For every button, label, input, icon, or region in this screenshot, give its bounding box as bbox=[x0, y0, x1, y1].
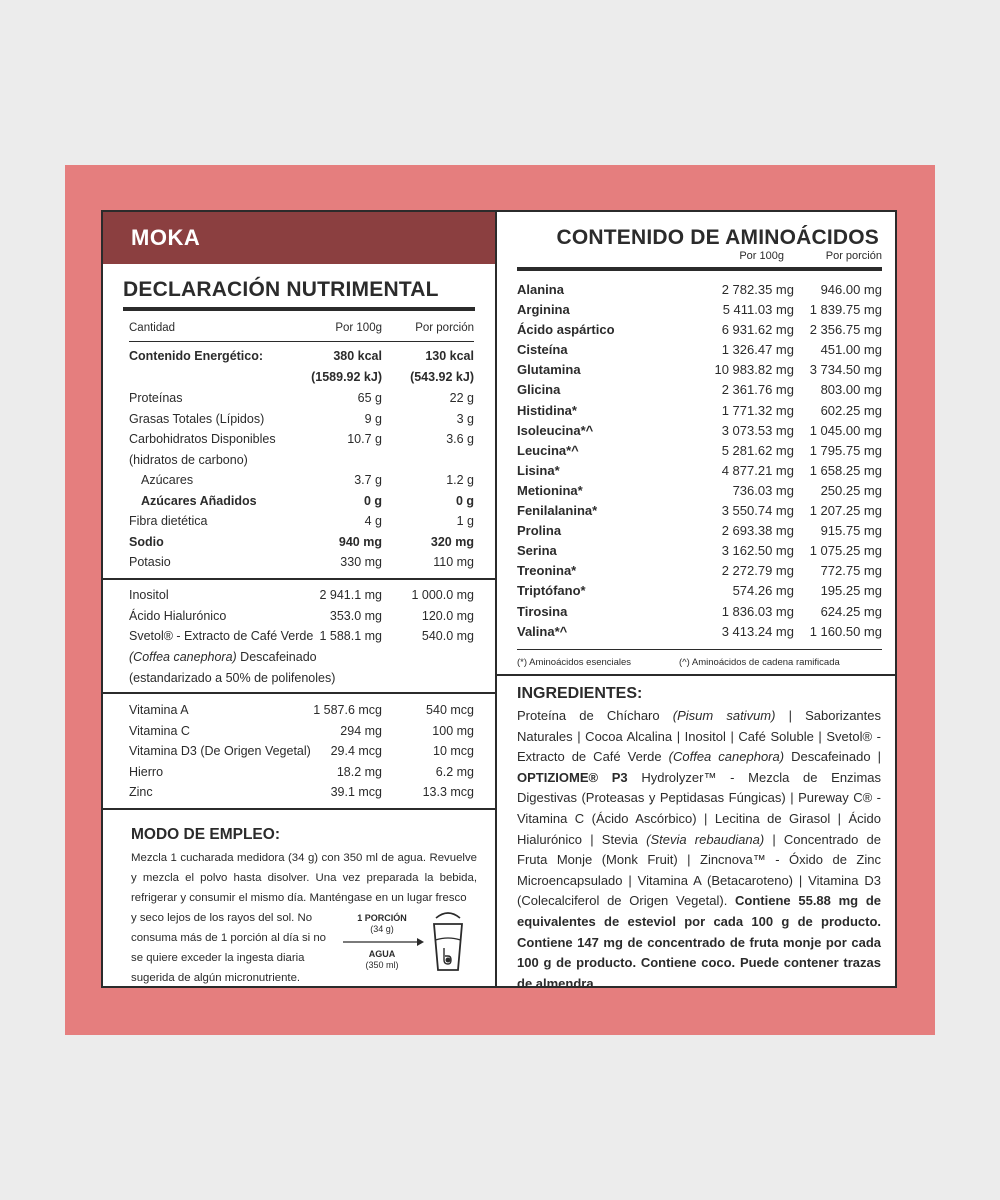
row-value-per-serving: 3 734.50 mg bbox=[809, 362, 882, 378]
table-row bbox=[517, 622, 882, 642]
row-value-per-serving: 0 g bbox=[455, 493, 474, 508]
row-label: Ácido Hialurónico bbox=[129, 608, 227, 623]
section-divider-right bbox=[497, 674, 895, 676]
row-label: Vitamina D3 (De Origen Vegetal) bbox=[129, 744, 311, 758]
table-row bbox=[129, 511, 474, 532]
table-row bbox=[517, 360, 882, 380]
row-value-per100: 5 411.03 mg bbox=[722, 302, 794, 318]
row-value-per100: 39.1 mcg bbox=[330, 785, 382, 799]
row-value-per100: 6 931.62 mg bbox=[721, 322, 794, 338]
table-row bbox=[517, 602, 882, 622]
row-label: Leucina*^ bbox=[517, 442, 579, 458]
amino-title-rule bbox=[517, 267, 882, 271]
row-value-per-serving: 1 045.00 mg bbox=[809, 422, 882, 438]
legend-rule bbox=[517, 649, 882, 650]
row-value-per100: 1 771.32 mg bbox=[721, 402, 794, 418]
row-value-per100: 294 mg bbox=[340, 723, 382, 738]
row-label: Cisteína bbox=[517, 342, 568, 358]
table-row bbox=[517, 340, 882, 360]
energy-row: Contenido Energético: 380 kcal 130 kcal bbox=[129, 349, 474, 363]
row-label: Valina*^ bbox=[517, 623, 568, 639]
row-value-per-serving: 1 075.25 mg bbox=[809, 543, 882, 559]
row-value-per100: 2 693.38 mg bbox=[721, 523, 794, 539]
row-value-per100: 29.4 mcg bbox=[330, 744, 382, 758]
row-value-per-serving: 120.0 mg bbox=[421, 608, 474, 623]
row-value-per100: 3.7 g bbox=[354, 473, 382, 487]
row-label: Metionina* bbox=[517, 482, 583, 498]
nutrition-column bbox=[103, 212, 497, 986]
ingredients-text: Proteína de Chícharo (Pisum sativum) | Saborizantes Naturales | Cocoa Alcalina | Inositol | Café Soluble | Svetol® - Extracto de Café Verde (Coffea canephora) Descafeinado | OPTIZIOME® P3 Hydrolyzer™ - Mezcla de Enzimas Digestivas (Proteasas y Peptidasas Fúngicas) | Pureway C® - Vitamina C (Ácido Ascórbico) | Lecitina de Girasol | Ácido Hialurónico | Stevia (Stevia rebaudiana) | Concentrado de Fruta Monje (Monk Fruit) | Zincnova™ - Óxido de Zinc Microencapsulado | Vitamina A (Betacaroteno) | Vitamina D3 (Colecalciferol de Origen Vegetal). Contiene 55.88 mg de equivalentes de esteviol por cada 100 g de producto. Contiene 147 mg de concentrado de fruta monje por cada 100 g de producto. Contiene coco. Puede contener trazas de almendra. bbox=[517, 708, 882, 991]
serving-diagram: 1 PORCIÓN (34 g) AGUA (350 ml) bbox=[339, 913, 425, 971]
table-row bbox=[129, 470, 474, 491]
row-value-per100: 574.26 mg bbox=[732, 583, 794, 599]
row-value-per-serving: 110 mg bbox=[433, 555, 474, 569]
energy-kj-row: (1589.92 kJ) (543.92 kJ) bbox=[311, 369, 474, 384]
row-label: Proteínas bbox=[129, 391, 183, 405]
row-value-per-serving: 602.25 mg bbox=[820, 402, 882, 418]
row-label: Glicina bbox=[517, 382, 561, 398]
row-value-per-serving: 772.75 mg bbox=[820, 563, 882, 579]
row-label: Fibra dietética bbox=[129, 514, 208, 528]
row-label: Inositol bbox=[129, 588, 169, 602]
vitamin-rows bbox=[129, 700, 474, 803]
modo-text: Mezcla 1 cucharada medidora (34 g) con 350 ml de agua. Revuelve y mezcla el polvo hasta disolver. Una vez preparada la bebida, refrigerar y consumir el mismo día. Manténgase en un lugar fresco bbox=[131, 852, 477, 904]
row-value-per-serving: 803.00 mg bbox=[820, 382, 882, 398]
row-label: Alanina bbox=[517, 282, 564, 297]
row-label: Vitamina C bbox=[129, 723, 190, 738]
row-value-per100: 4 g bbox=[364, 514, 382, 528]
row-value-per100: 5 281.62 mg bbox=[721, 442, 794, 458]
table-row bbox=[129, 741, 474, 762]
row-label: Prolina bbox=[517, 523, 562, 539]
row-value-per-serving: 6.2 mg bbox=[435, 764, 474, 779]
row-value-per-serving: 2 356.75 mg bbox=[809, 322, 882, 338]
row-value-per100: 65 g bbox=[357, 391, 382, 405]
row-value-per-serving: 1 658.25 mg bbox=[809, 462, 882, 478]
section-divider-1 bbox=[103, 578, 495, 580]
table-row bbox=[129, 491, 474, 512]
row-value-per100: 330 mg bbox=[340, 555, 382, 569]
row-label: Lisina* bbox=[517, 462, 560, 478]
row-label: Azúcares bbox=[141, 473, 194, 487]
row-label: Zinc bbox=[129, 785, 153, 799]
table-row bbox=[129, 626, 474, 647]
table-row bbox=[517, 561, 882, 581]
row-value-per-serving: 1 795.75 mg bbox=[809, 442, 882, 458]
row-value-per-serving: 540.0 mg bbox=[421, 629, 474, 643]
row-label: Triptófano* bbox=[517, 583, 586, 599]
table-row bbox=[129, 450, 474, 471]
row-label: Arginina bbox=[517, 302, 570, 318]
table-row bbox=[517, 481, 882, 501]
amino-column: CONTENIDO DE AMINOÁCIDOS Por 100g Por porción Alanina 2 782.35 mg 946.00 mg Arginina 5 411.03 mg 1 839.75 mg Ácido aspártico 6 931.62 mg 2 356.75 mg Cisteína 1 326.47 mg 451.00 mg Glutamina 10 983.82 mg 3 734.50 mg Glicina 2 361.76 mg 803.00 mg Histidina* 1 771.32 mg 602.25 mg Isoleucina*^ 3 073.53 mg 1 045.00 mg Leucina*^ 5 281.62 mg 1 795.75 mg Lisina* 4 877.21 mg 1 658.25 mg Metionina* 736.03 mg 250.25 mg Fenilalanina* 3 550.74 mg 1 207.25 mg Prolina 2 693.38 mg 915.75 mg Serina 3 162.50 mg 1 075.25 mg Treonina* 2 272.79 mg 772.75 mg Triptófano* 574.26 mg 195.25 mg Tirosina 1 836.03 mg 624.25 mg Valina*^ 3 413.24 mg 1 160.50 mg (*) Aminoácidos esenciales (^) Aminoácidos de cadena ramificada INGREDIENTES: Proteína de Chícharo (Pisum sativum) | Saborizantes Naturales | Cocoa Alcalina | Inositol | Café Soluble | Svetol® - Extracto de Café Verde (Coffea canephora) Descafeinado | OPTIZIOME® P3 Hydrolyzer™ - Mezcla de Enzimas Digestivas (Proteasas y Peptidasas Fúngicas) | Pureway C® - Vitamina C (Ácido Ascórbico) | Lecitina de Girasol | Ácido Hialurónico | Stevia (Stevia rebaudiana) | Concentrado de Fruta Monje (Monk Fruit) | Zincnova™ - Óxido de Zinc Microencapsulado | Vitamina A (Betacaroteno) | Vitamina D3 (Colecalciferol de Origen Vegetal). Contiene 55.88 mg de equivalentes de esteviol por cada 100 g de producto. Contiene 147 mg de concentrado de fruta monje por cada 100 g de producto. Contiene coco. Puede contener trazas de almendra. bbox=[497, 212, 895, 986]
row-value-per100: 10 983.82 mg bbox=[714, 362, 794, 378]
amino-title: CONTENIDO DE AMINOÁCIDOS bbox=[556, 226, 879, 249]
energy-block bbox=[129, 346, 474, 387]
row-label: Vitamina A bbox=[129, 703, 189, 717]
row-value-per-serving: 22 g bbox=[449, 391, 474, 405]
nutrition-header-row: Cantidad Por 100g Por porción bbox=[129, 322, 474, 334]
shaker-glass-icon bbox=[428, 910, 468, 972]
row-value-per-serving: 1 g bbox=[456, 514, 474, 528]
row-value-per-serving: 320 mg bbox=[430, 534, 474, 549]
row-value-per-serving: 195.25 mg bbox=[820, 583, 882, 599]
row-value-per-serving: 10 mcg bbox=[433, 744, 474, 758]
row-label: Glutamina bbox=[517, 362, 581, 378]
row-value-per-serving: 250.25 mg bbox=[820, 482, 882, 498]
table-row bbox=[129, 532, 474, 553]
row-value-per100: 1 326.47 mg bbox=[721, 342, 794, 358]
table-row bbox=[517, 541, 882, 561]
row-value-per-serving: 3.6 g bbox=[446, 432, 474, 446]
section-divider-3 bbox=[103, 808, 495, 810]
ingredients-title: INGREDIENTES: bbox=[517, 685, 643, 702]
table-row bbox=[129, 429, 474, 450]
row-label: Ácido aspártico bbox=[517, 322, 615, 338]
row-value-per100: 736.03 mg bbox=[732, 482, 794, 498]
row-label: Tirosina bbox=[517, 603, 568, 619]
header-rule bbox=[129, 341, 474, 342]
table-row bbox=[129, 700, 474, 721]
table-row bbox=[517, 300, 882, 320]
table-row bbox=[517, 441, 882, 461]
row-value-per100: 2 941.1 mg bbox=[319, 588, 382, 602]
row-label: Carbohidratos Disponibles bbox=[129, 432, 276, 446]
svetol-note: (Coffea canephora) Descafeinado (estandarizado a 50% de polifenoles) bbox=[129, 650, 336, 685]
table-row bbox=[129, 388, 474, 409]
row-value-per100: 9 g bbox=[364, 411, 382, 426]
modo-text-continued: y seco lejos de los rayos del sol. No consuma más de 1 porción al día si no se quiere exceder la ingesta diaria sugerida de algún micronutriente. bbox=[131, 912, 327, 984]
label-panel bbox=[101, 210, 897, 991]
row-value-per-serving: 1 207.25 mg bbox=[809, 503, 882, 519]
table-row bbox=[129, 409, 474, 430]
row-value-per-serving: 915.75 mg bbox=[820, 523, 882, 539]
row-value-per-serving: 624.25 mg bbox=[820, 603, 882, 619]
row-label: (hidratos de carbono) bbox=[129, 452, 248, 467]
table-row bbox=[517, 401, 882, 421]
nutrition-title: DECLARACIÓN NUTRIMENTAL bbox=[123, 278, 439, 301]
row-label: Histidina* bbox=[517, 402, 577, 418]
row-label: Treonina* bbox=[517, 563, 577, 579]
row-value-per100: 18.2 mg bbox=[336, 764, 382, 779]
row-value-per-serving: 540 mcg bbox=[426, 703, 474, 717]
table-row bbox=[517, 280, 882, 300]
row-value-per-serving: 1 839.75 mg bbox=[809, 302, 882, 318]
row-value-per100: 1 588.1 mg bbox=[319, 629, 382, 643]
row-label: Sodio bbox=[129, 534, 164, 549]
row-value-per100: 2 782.35 mg bbox=[721, 282, 794, 297]
section-divider-2 bbox=[103, 692, 495, 694]
table-row bbox=[129, 762, 474, 783]
row-label: Isoleucina*^ bbox=[517, 422, 594, 438]
row-value-per-serving: 1 000.0 mg bbox=[411, 588, 474, 602]
amino-header-row: Por 100g Por porción bbox=[739, 250, 882, 262]
row-value-per-serving: 13.3 mcg bbox=[422, 785, 474, 799]
row-label: Grasas Totales (Lípidos) bbox=[129, 411, 265, 426]
table-row bbox=[129, 585, 474, 606]
row-value-per100: 940 mg bbox=[338, 534, 382, 549]
row-label: Hierro bbox=[129, 764, 164, 779]
table-row bbox=[517, 320, 882, 340]
row-value-per100: 3 073.53 mg bbox=[721, 422, 794, 438]
nutrition-table bbox=[129, 318, 474, 339]
table-row bbox=[517, 461, 882, 481]
row-label: Serina bbox=[517, 543, 557, 559]
flavor-header: MOKA bbox=[103, 212, 495, 264]
table-row bbox=[517, 521, 882, 541]
row-value-per100: 2 361.76 mg bbox=[721, 382, 794, 398]
row-value-per-serving: 1.2 g bbox=[446, 473, 474, 487]
table-row bbox=[517, 380, 882, 400]
title-rule bbox=[123, 307, 475, 311]
row-value-per-serving: 946.00 mg bbox=[820, 282, 882, 297]
row-value-per-serving: 100 mg bbox=[432, 723, 474, 738]
table-row bbox=[129, 782, 474, 803]
row-value-per100: 2 272.79 mg bbox=[721, 563, 794, 579]
row-value-per100: 10.7 g bbox=[347, 432, 382, 446]
modo-title: MODO DE EMPLEO: bbox=[131, 826, 280, 843]
table-row bbox=[517, 581, 882, 601]
row-value-per-serving: 3 g bbox=[456, 411, 474, 426]
row-value-per100: 3 550.74 mg bbox=[721, 503, 794, 519]
row-label: Azúcares Añadidos bbox=[141, 493, 257, 508]
table-row bbox=[517, 501, 882, 521]
row-value-per100: 3 413.24 mg bbox=[721, 623, 794, 639]
row-value-per100: 1 836.03 mg bbox=[721, 603, 794, 619]
row-value-per100: 353.0 mg bbox=[329, 608, 382, 623]
row-label: Fenilalanina* bbox=[517, 503, 598, 519]
row-value-per-serving: 451.00 mg bbox=[820, 342, 882, 358]
table-row bbox=[517, 421, 882, 441]
table-row bbox=[129, 552, 474, 573]
extras-rows bbox=[129, 585, 474, 647]
arrow-icon bbox=[339, 935, 425, 949]
nutrient-rows bbox=[129, 388, 474, 573]
row-value-per100: 4 877.21 mg bbox=[721, 462, 794, 478]
table-row bbox=[129, 606, 474, 627]
row-value-per100: 3 162.50 mg bbox=[721, 543, 794, 559]
table-row bbox=[129, 721, 474, 742]
row-label: Svetol® - Extracto de Café Verde bbox=[129, 629, 314, 643]
row-value-per-serving: 1 160.50 mg bbox=[809, 623, 882, 639]
row-label: Potasio bbox=[129, 555, 171, 569]
amino-table bbox=[517, 280, 882, 642]
row-value-per100: 0 g bbox=[363, 493, 382, 508]
row-value-per100: 1 587.6 mcg bbox=[313, 703, 382, 717]
